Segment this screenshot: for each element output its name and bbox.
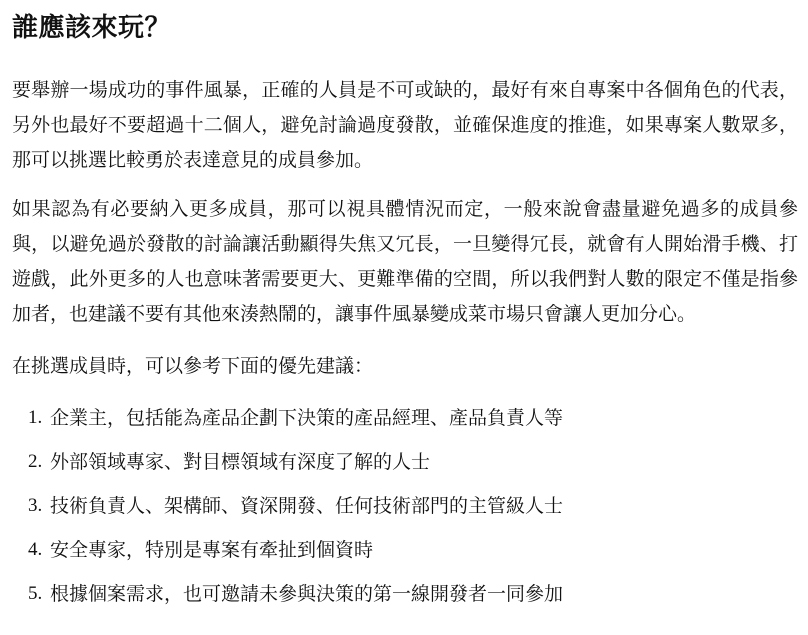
list-number: 4. — [28, 539, 43, 560]
list-text: 根據個案需求，也可邀請未參與決策的第一線開發者一同參加 — [50, 583, 564, 605]
list-number: 1. — [28, 407, 43, 428]
list-text: 安全專家，特別是專案有牽扯到個資時 — [50, 539, 374, 561]
list-item — [28, 572, 798, 616]
paragraph-more-members: 如果認為有必要納入更多成員，那可以視具體情況而定，一般來說會盡量避免過多的成員參與，以避免過於發散的討論讓活動顯得失焦又冗長，一旦變得冗長，就會有人開始滑手機、打遊戲，此外更多的人也意味著需要更大、更難準備的空間，所以我們對人數的限定不僅是指參加者，也建議不要有其他來湊熱鬧的，讓事件風暴變成菜市場只會讓人更加分心。 — [12, 198, 798, 325]
list-item — [28, 440, 798, 484]
list-number: 5. — [28, 583, 43, 604]
list-item — [28, 396, 798, 440]
list-text: 技術負責人、架構師、資深開發、任何技術部門的主管級人士 — [50, 495, 564, 517]
list-number: 2. — [28, 451, 43, 472]
list-item — [28, 484, 798, 528]
priority-list — [12, 396, 798, 616]
list-item — [28, 528, 798, 572]
page-title: 誰應該來玩？ — [12, 13, 172, 43]
paragraph-intro: 要舉辦一場成功的事件風暴，正確的人員是不可或缺的，最好有來自專案中各個角色的代表，另外也最好不要超過十二個人，避免討論過度發散，並確保進度的推進，如果專案人數眾多，那可以挑選比較勇於表達意見的成員參加。 — [12, 79, 798, 171]
list-number: 3. — [28, 495, 43, 516]
paragraph-list-intro: 在挑選成員時，可以參考下面的優先建議： — [12, 355, 374, 377]
list-text: 外部領域專家、對目標領域有深度了解的人士 — [50, 451, 431, 473]
list-text: 企業主，包括能為產品企劃下決策的產品經理、產品負責人等 — [50, 407, 564, 429]
